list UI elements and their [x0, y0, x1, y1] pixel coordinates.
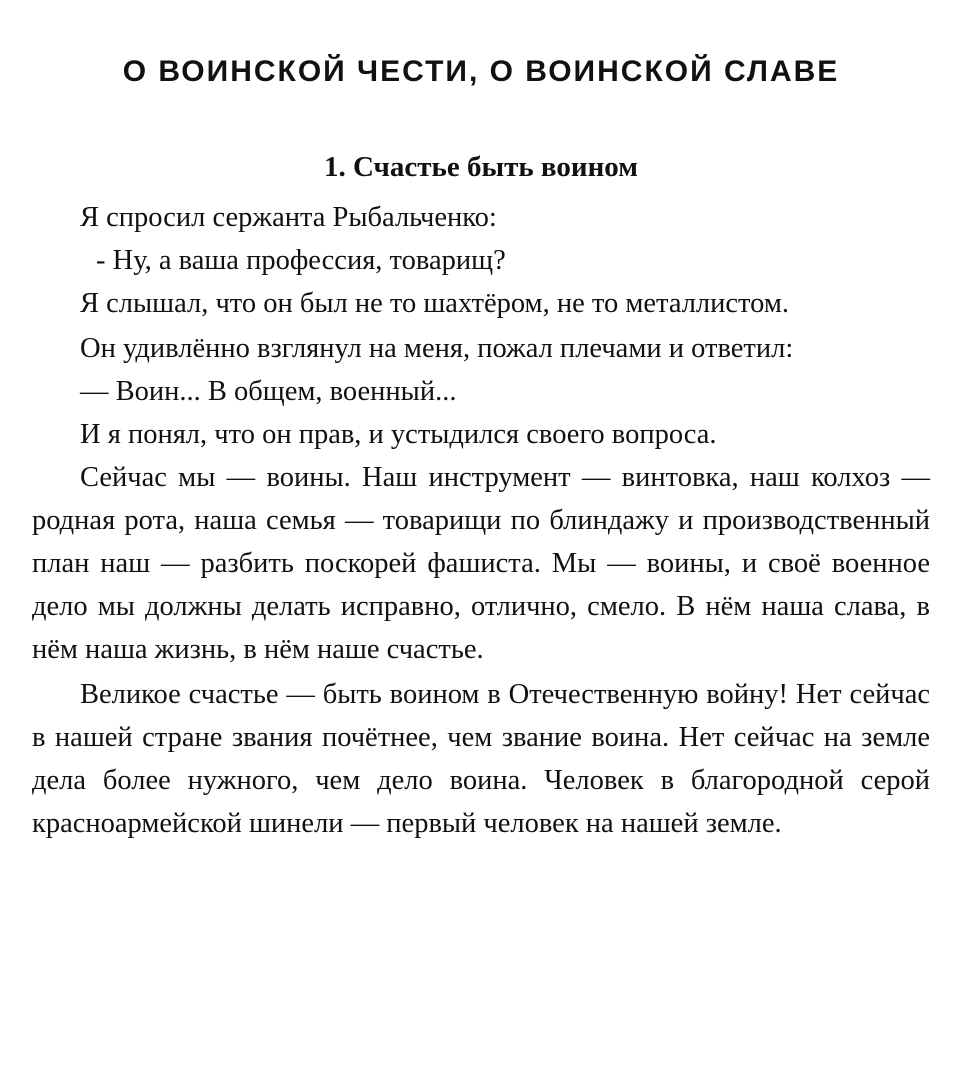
paragraph: Сейчас мы — воины. Наш инструмент — винтовка, наш колхоз — родная рота, наша семья — товарищи по блиндажу и производственный план наш — разбить поскорей фашиста. Мы — воины, и своё военное дело мы должны делать исправно, отлично, смело. В нём наша слава, в нём наша жизнь, в нём наше счастье.	[32, 462, 930, 665]
document-page	[32, 0, 930, 1090]
section-title: 1. Счастье быть воином	[323, 151, 639, 183]
paragraph: И я понял, что он прав, и устыдился своего вопроса.	[80, 419, 717, 450]
document-title: О ВОИНСКОЙ ЧЕСТИ, О ВОИНСКОЙ СЛАВЕ	[122, 55, 840, 88]
paragraph: — Воин... В общем, военный...	[80, 376, 457, 407]
paragraph: Я слышал, что он был не то шахтёром, не то металлистом.	[80, 288, 790, 319]
paragraph: Великое счастье — быть воином в Отечественную войну! Нет сейчас в нашей стране звания почётнее, чем звание воина. Нет сейчас на земле дела более нужного, чем дело воина. Человек в благородной серой красноармейской шинели — первый человек на нашей земле.	[32, 679, 930, 839]
body-text	[32, 196, 930, 845]
paragraph: Он удивлённо взглянул на меня, пожал плечами и ответил:	[80, 333, 794, 364]
paragraph: Я спросил сержанта Рыбальченко:	[80, 202, 497, 233]
paragraph: - Ну, а ваша профессия, товарищ?	[96, 245, 506, 276]
